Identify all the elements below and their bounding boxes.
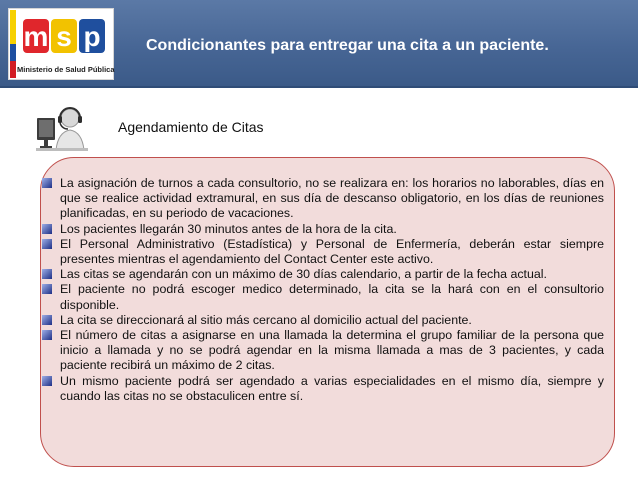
call-center-operator-icon	[36, 104, 88, 152]
svg-text:s: s	[56, 21, 72, 52]
square-bullet-icon	[42, 330, 52, 340]
bullet-text: Las citas se agendarán con un máximo de 30 días calendario, a partir de la fecha actual.	[60, 267, 547, 282]
list-item	[42, 237, 604, 267]
list-item	[42, 176, 604, 222]
bullet-text: Los pacientes llegarán 30 minutos antes de la hora de la cita.	[60, 221, 397, 236]
square-bullet-icon	[42, 315, 52, 325]
logo-text: Ministerio de Salud Pública	[17, 65, 115, 74]
bullet-text: La cita se direccionará al sitio más cercano al domicilio actual del paciente.	[60, 312, 472, 327]
msp-logo	[8, 8, 114, 80]
list-item	[42, 374, 604, 404]
msp-logo-icon	[23, 15, 107, 61]
flag-stripe-icon	[10, 10, 16, 78]
square-bullet-icon	[42, 239, 52, 249]
bullet-list	[42, 176, 604, 404]
svg-text:m: m	[23, 21, 49, 52]
bullet-text: El número de citas a asignarse en una llamada la determina el grupo familiar de la persona que inicio a llamada y no se podrá agendar en la misma llamada a mas de 3 pacientes, y cada paciente recibirá un máximo de 2 citas.	[60, 328, 604, 373]
page-title: Condicionantes para entregar una cita a un paciente.	[146, 37, 549, 54]
square-bullet-icon	[42, 224, 52, 234]
square-bullet-icon	[42, 284, 52, 294]
svg-text:p: p	[83, 21, 101, 52]
bullet-text: Un mismo paciente podrá ser agendado a varias especialidades en el mismo día, siempre y cuando las citas no se obstaculicen entre sí.	[60, 373, 604, 403]
square-bullet-icon	[42, 376, 52, 386]
list-item	[42, 328, 604, 374]
header-band	[0, 0, 638, 88]
list-item	[42, 313, 604, 328]
bullet-text: El Personal Administrativo (Estadística) y Personal de Enfermería, deberán estar siempre presentes mientras el agendamiento del Contact Center este activo.	[60, 236, 604, 267]
list-item	[42, 267, 604, 282]
bullet-text: La asignación de turnos a cada consultorio, no se realizara en: los horarios no laborables, días en que se realice actividad extramural, en sus día de descanso obligatorio, en los días de reuniones planificadas, en su periodo de vacaciones.	[60, 176, 604, 221]
list-item	[42, 282, 604, 312]
list-item	[42, 222, 604, 237]
bullet-text: El paciente no podrá escoger medico determinado, la cita se la hará con en el consultorio disponible.	[60, 282, 604, 312]
square-bullet-icon	[42, 269, 52, 279]
section-title: Agendamiento de Citas	[118, 119, 264, 135]
square-bullet-icon	[42, 178, 52, 188]
